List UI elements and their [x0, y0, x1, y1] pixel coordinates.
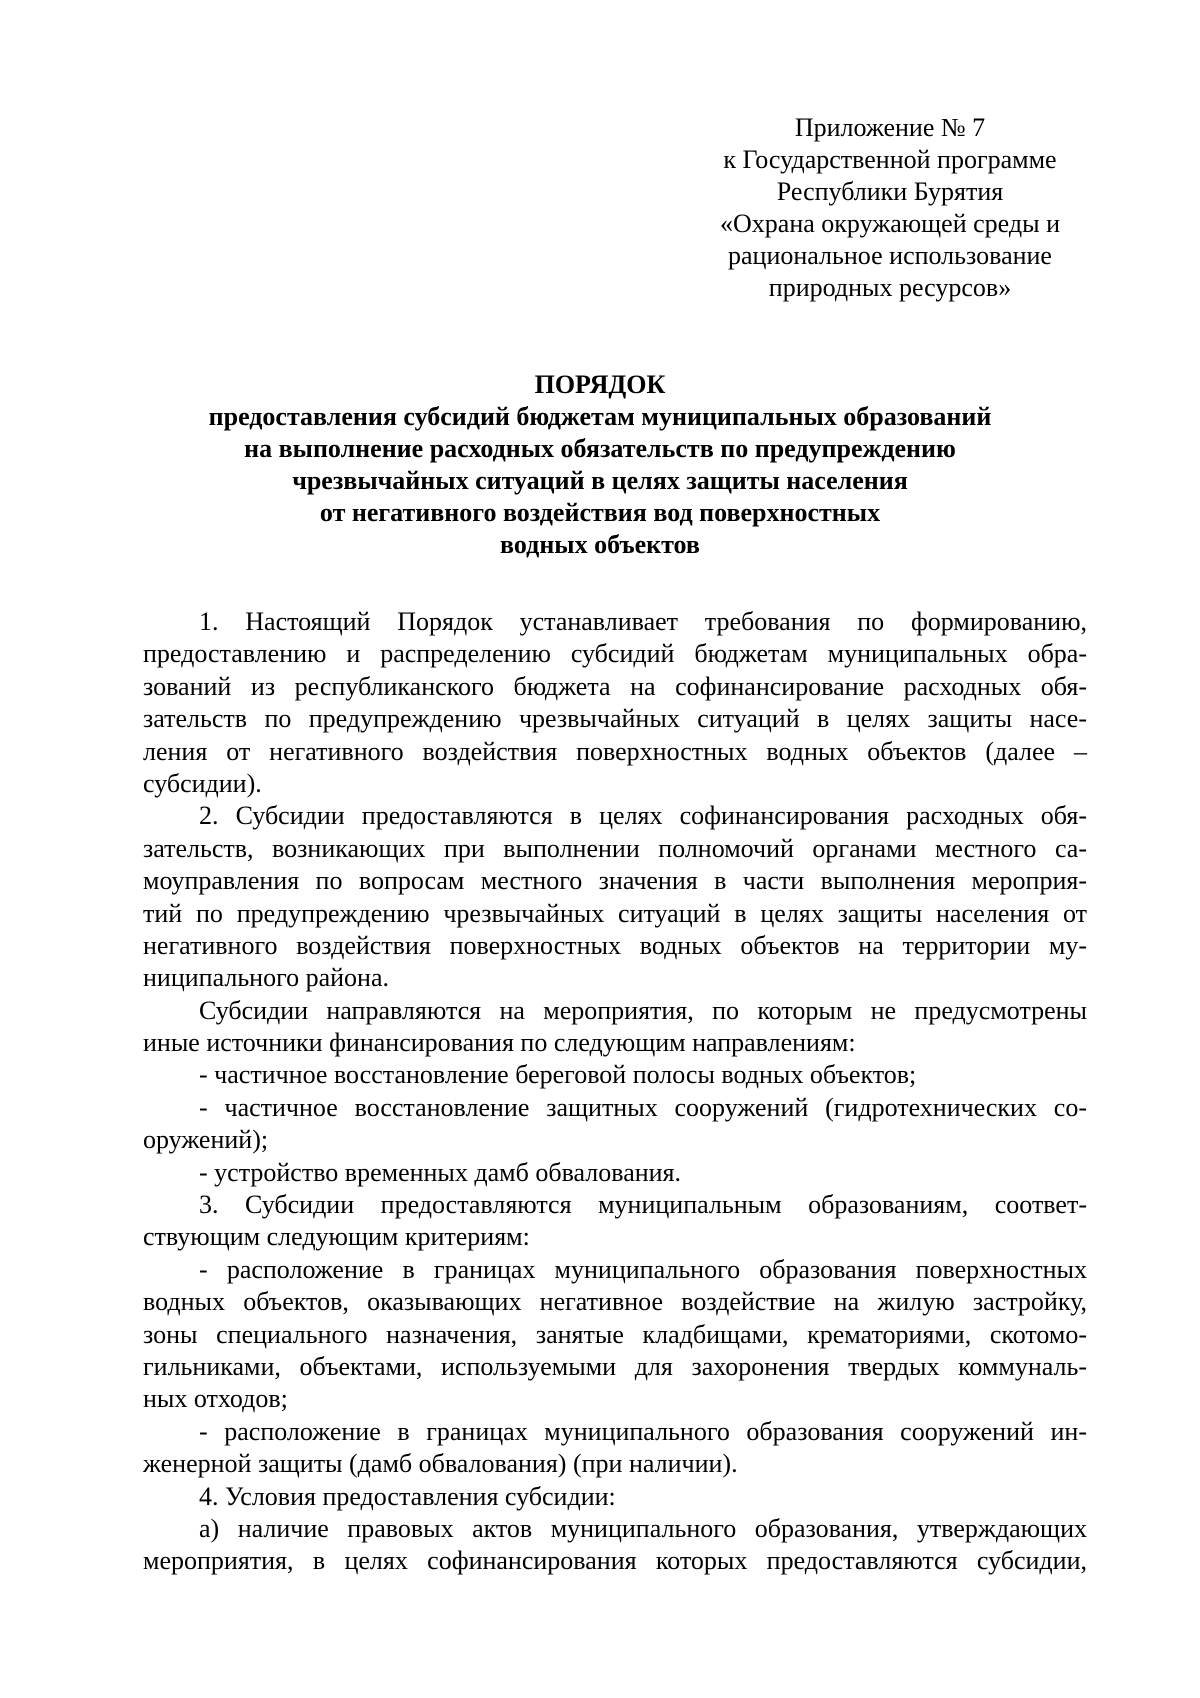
body-line: зоны специального назначения, занятые кладбищами, крематориями, скотомо- [143, 1319, 1087, 1349]
body-line: - устройство временных дамб обвалования. [199, 1157, 682, 1187]
body-line: зательств, возникающих при выполнении полномочий органами местного са- [143, 833, 1087, 863]
body-line: ления от негативного воздействия поверхностных водных объектов (далее – [143, 736, 1087, 766]
appendix-line: Приложение № 7 [794, 113, 986, 142]
title-line: от негативного воздействия вод поверхностных [319, 498, 881, 527]
body-line: предоставлению и распределению субсидий бюджетам муниципальных обра- [143, 639, 1087, 669]
body-line: водных объектов, оказывающих негативное воздействие на жилую застройку, [143, 1287, 1087, 1317]
title-line: водных объектов [500, 530, 700, 559]
title-heading: ПОРЯДОК [534, 370, 666, 399]
title-line: на выполнение расходных обязательств по предупреждению [244, 434, 956, 463]
body-line: 1. Настоящий Порядок устанавливает требования по формированию, [199, 607, 1087, 636]
body-line: моуправления по вопросам местного значения в части выполнения мероприя- [143, 866, 1087, 896]
appendix-line: природных ресурсов» [768, 273, 1012, 302]
body-line: 3. Субсидии предоставляются муниципальным образованиям, соответ- [199, 1190, 1087, 1220]
body-line: ных отходов; [143, 1384, 288, 1414]
appendix-line: «Охрана окружающей среды и [720, 209, 1060, 238]
body-line: тий по предупреждению чрезвычайных ситуаций в целях защиты населения от [143, 898, 1087, 928]
body-line: Субсидии направляются на мероприятия, по которым не предусмотрены [199, 995, 1087, 1025]
body-line: ниципального района. [143, 963, 390, 993]
body-line: субсидии). [143, 768, 262, 798]
body-line: зований из республиканского бюджета на софинансирование расходных обя- [143, 671, 1087, 701]
appendix-line: к Государственной программе [723, 145, 1057, 174]
body-line: иные источники финансирования по следующим направлениям: [143, 1028, 856, 1058]
body-line: 2. Субсидии предоставляются в целях софинансирования расходных обя- [199, 801, 1087, 831]
body-line: гильниками, объектами, используемыми для захоронения твердых коммуналь- [143, 1351, 1087, 1381]
body-line: 4. Условия предоставления субсидии: [199, 1481, 616, 1511]
body-line: - расположение в границах муниципального образования сооружений ин- [199, 1416, 1087, 1446]
body-line: - частичное восстановление защитных сооружений (гидротехнических со- [199, 1092, 1087, 1122]
body-line: мероприятия, в целях софинансирования которых предоставляются субсидии, [143, 1546, 1087, 1576]
body-line: женерной защиты (дамб обвалования) (при наличии). [143, 1449, 738, 1479]
body-line: - частичное восстановление береговой полосы водных объектов; [199, 1060, 917, 1090]
document-body [143, 606, 1087, 1578]
appendix-header [660, 112, 1120, 304]
body-line: зательств по предупреждению чрезвычайных ситуаций в целях защиты насе- [143, 704, 1087, 734]
title-line: чрезвычайных ситуаций в целях защиты населения [292, 466, 908, 495]
appendix-line: Республики Бурятия [776, 177, 1004, 206]
body-line: негативного воздействия поверхностных водных объектов на территории му- [143, 930, 1087, 960]
body-line: а) наличие правовых актов муниципального образования, утверждающих [199, 1513, 1087, 1543]
body-line: ствующим следующим критериям: [143, 1222, 530, 1252]
title-line: предоставления субсидий бюджетам муниципальных образований [208, 402, 992, 431]
body-line: оружений); [143, 1125, 269, 1155]
body-line: - расположение в границах муниципального образования поверхностных [199, 1254, 1087, 1284]
appendix-line: рациональное использование [728, 241, 1052, 270]
document-title [120, 369, 1080, 561]
